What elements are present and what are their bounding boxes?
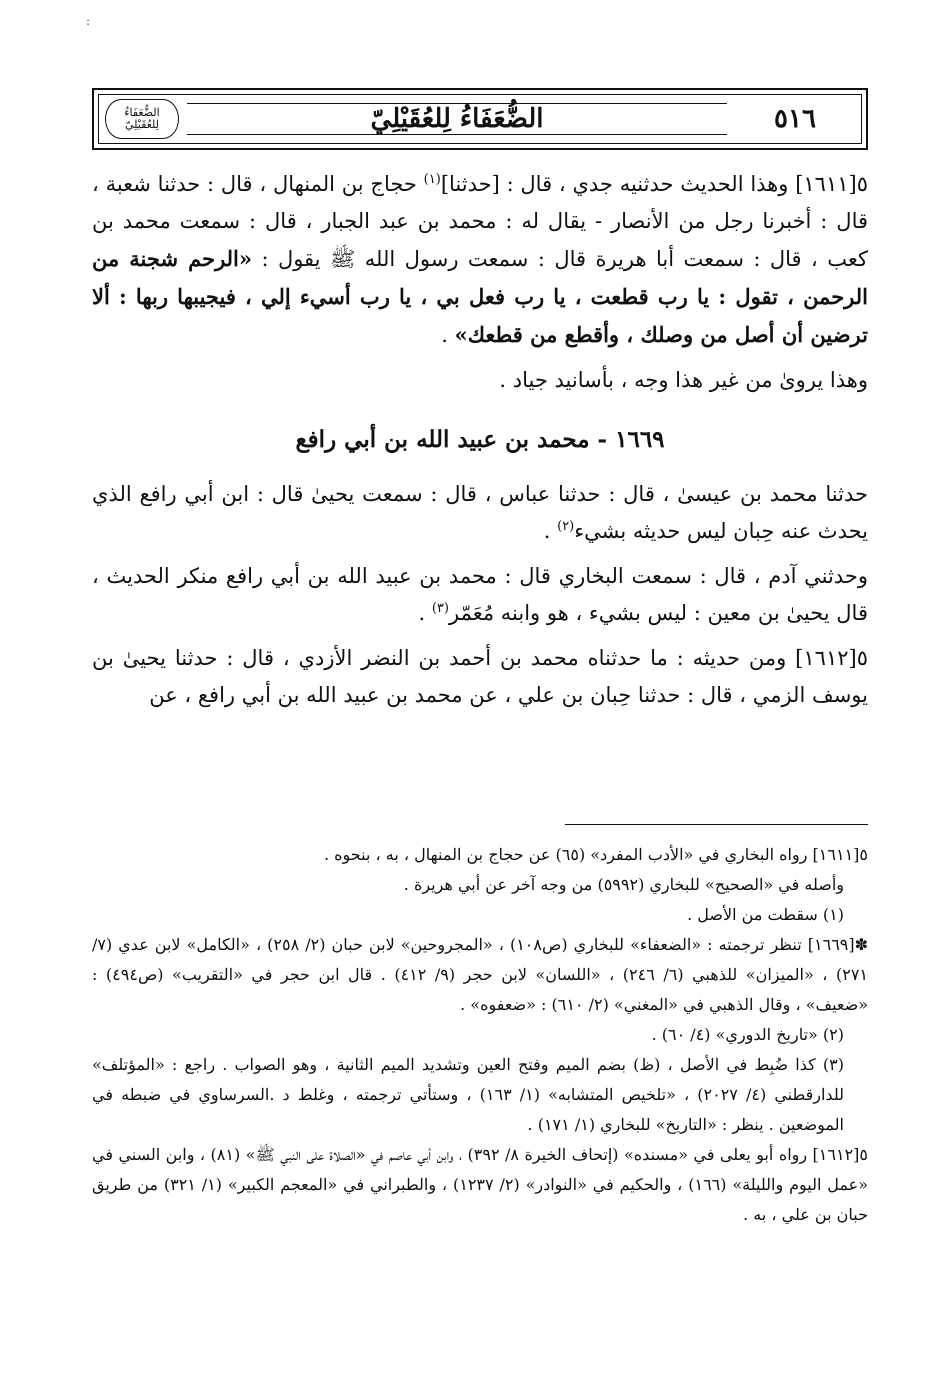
comment-paragraph: وهذا يروىٰ من غير هذا وجه ، بأسانيد جياد .	[499, 368, 868, 392]
footnote-1611-cont: وأصله في «الصحيح» للبخاري (٥٩٩٢) من وجه آخر عن أبي هريرة .	[403, 875, 844, 894]
footnote-ref-2: (٢)	[557, 519, 575, 534]
hadith-1611-end: .	[441, 323, 455, 347]
main-text	[92, 166, 868, 714]
footnote-ref-3: (٣)	[431, 601, 449, 616]
hadith-1611	[92, 166, 868, 354]
narration-1-end: .	[543, 519, 558, 543]
footnote-1: (١) سقطت من الأصل .	[687, 905, 844, 924]
footnote-3: (٣) كذا ضُبِط في الأصل ، (ظ) بضم الميم وفتح العين وتشديد الميم الثانية ، وهو الصواب . راجع : «المؤتلف» للدارقطني (٤/ ٢٠٢٧) ، «تلخيص المتشابه» (١/ ١٦٣) ، وستأتي ترجمته ، وغلط د .السرساوي في ضبطه في الموضعين . ينظر : «التاريخ» للبخاري (١/ ١٧١) .	[92, 1055, 844, 1134]
footnote-1611: ٥[١٦١١] رواه البخاري في «الأدب المفرد» (٦٥) عن حجاج بن المنهال ، به ، بنحوه .	[323, 845, 868, 864]
page-header	[92, 88, 868, 150]
footnote-1669: ✽[١٦٦٩] تنظر ترجمته : «الضعفاء» للبخاري (ص١٠٨) ، «المجروحين» لابن حبان (٢/ ٢٥٨) ، «الكامل» لابن عدي (٧/ ٢٧١) ، «الميزان» للذهبي (٦/ ٢٤٦) ، «اللسان» لابن حجر (٩/ ٤١٢) . قال ابن حجر في «التقريب» (ص٤٩٤) : «ضعيف» ، وقال الذهبي في «المغني» (٢/ ٦١٠) : «ضعفوه» .	[92, 935, 869, 1014]
hadith-1611-isnad: حجاج بن المنهال ، قال : حدثنا شعبة ، قال : أخبرنا رجل من الأنصار - يقال له : محمد بن عبد الجبار ، قال : سمعت محمد بن كعب ، قال : سمعت أبا هريرة قال : سمعت رسول الله ﷺ يقول :	[92, 172, 868, 271]
narration-2-text: وحدثني آدم ، قال : سمعت البخاري قال : محمد بن عبيد الله بن أبي رافع منكر الحديث ، قال يحيىٰ بن معين : ليس بشيء ، هو وابنه مُعَمّر	[92, 564, 868, 625]
narration-1-text: حدثنا محمد بن عيسىٰ ، قال : حدثنا عباس ، قال : سمعت يحيىٰ قال : ابن أبي رافع الذي يحدث عنه حِبان ليس حديثه بشيء	[92, 482, 868, 543]
narration-paragraph-2	[92, 558, 868, 632]
header-frame	[98, 94, 862, 144]
hadith-1611-lead: ٥[١٦١١] وهذا الحديث حدثنيه جدي ، قال : [حدثنا]	[440, 172, 868, 196]
page-number: ٥١٦	[774, 104, 816, 134]
footnote-2: (٢) «تاريخ الدوري» (٤/ ٦٠) .	[651, 1025, 844, 1044]
header-ornament-left: الضُّعَفَاءُ لِلعُقَيْلِيّ	[105, 99, 179, 139]
running-title: الضُّعَفَاءُ لِلعُقَيْلِيّ	[370, 104, 544, 134]
footnote-divider	[565, 824, 868, 825]
narration-paragraph-1	[92, 476, 868, 550]
footnote-1612: ٥[١٦١٢] رواه أبو يعلى في «مسنده» (إتحاف الخيرة ٨/ ٣٩٢) ، وابن أبي عاصم في «الصلاة على النبي ﷺ» (٨١) ، وابن السني في «عمل اليوم والليلة» (١٦٦) ، والحكيم في «النوادر» (٢/ ١٢٣٧) ، والطبراني في «المعجم الكبير» (١/ ٣٢١) من طريق حبان بن علي ، به .	[92, 1145, 869, 1224]
footnote-ref-1: (١)	[423, 172, 441, 187]
entry-heading-1669: ١٦٦٩ - محمد بن عبيد الله بن أبي رافع	[295, 426, 665, 453]
hadith-1611-matn: «الرحم شجنة من الرحمن ، تقول : يا رب قطعت ، يا رب فعل بي ، يا رب أسيء إلي ، فيجيبها ربها : ألا ترضين أن أصل من وصلك ، وأقطع من قطعك»	[92, 246, 868, 347]
header-title-band	[187, 103, 727, 135]
corner-mark: :	[86, 14, 91, 28]
footnotes	[92, 840, 868, 1230]
hadith-1612: ٥[١٦١٢] ومن حديثه : ما حدثناه محمد بن أحمد بن النضر الأزدي ، قال : حدثنا يحيىٰ بن يوسف الزمي ، قال : حدثنا حِبان بن علي ، عن محمد بن عبيد الله بن أبي رافع ، عن	[92, 646, 868, 707]
narration-2-end: .	[418, 601, 432, 625]
